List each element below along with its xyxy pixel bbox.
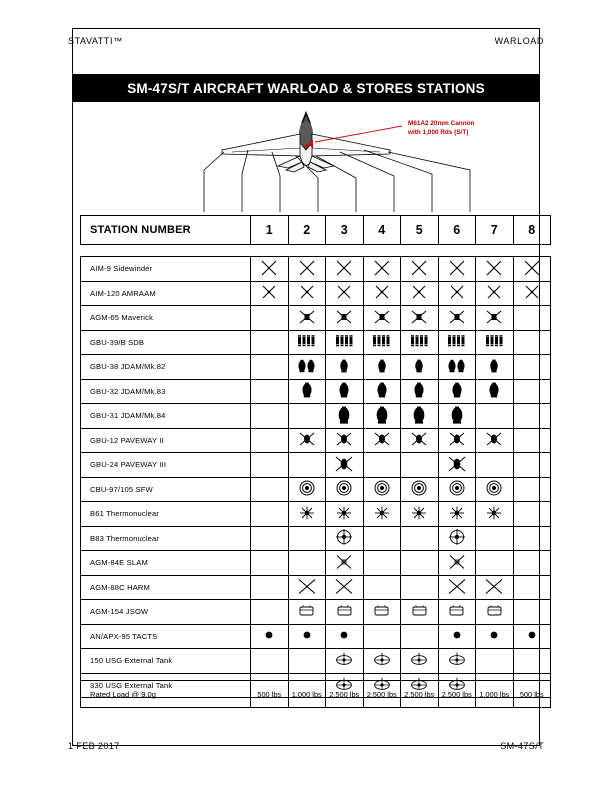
weapon-name: CBU-97/105 SFW (81, 477, 251, 502)
store-icon-cell (326, 551, 364, 576)
jdam82-icon (337, 359, 351, 373)
empty-cell (476, 404, 514, 429)
rated-load-value: 2,500 lbs (326, 681, 364, 708)
table-row (81, 257, 551, 282)
jsow-icon (299, 604, 314, 617)
station-number-table (80, 215, 551, 245)
station-number-row (81, 216, 551, 245)
store-icon-cell (476, 355, 514, 380)
harm-icon (485, 578, 503, 595)
jsow-icon (337, 604, 352, 617)
store-icon-cell (401, 257, 439, 282)
store-icon-cell (438, 575, 476, 600)
rated-load-table (80, 680, 551, 708)
empty-cell (251, 600, 289, 625)
store-icon-cell (438, 600, 476, 625)
empty-cell (401, 526, 439, 551)
store-icon-cell (326, 257, 364, 282)
weapon-name: AGM-84E SLAM (81, 551, 251, 576)
weapon-name: AGM-65 Maverick (81, 306, 251, 331)
store-icon-cell (438, 526, 476, 551)
jdam82x2-icon (296, 359, 317, 373)
store-icon-cell (326, 649, 364, 674)
store-icon-cell (438, 624, 476, 649)
store-icon-cell (363, 257, 401, 282)
store-icon-cell (438, 306, 476, 331)
aim9-icon (261, 260, 277, 276)
jsow-icon (412, 604, 427, 617)
maverick-icon (299, 309, 315, 325)
empty-cell (513, 649, 551, 674)
store-icon-cell (326, 281, 364, 306)
empty-cell (401, 624, 439, 649)
rated-load-value: 2,500 lbs (401, 681, 439, 708)
store-icon-cell (363, 330, 401, 355)
rated-load-row (81, 681, 551, 708)
store-icon-cell (438, 649, 476, 674)
b61-icon (336, 506, 352, 520)
jdam83-icon (449, 382, 465, 398)
harm-icon (448, 578, 466, 595)
empty-cell (513, 306, 551, 331)
empty-cell (363, 551, 401, 576)
store-icon-cell (476, 379, 514, 404)
jdam83-icon (411, 382, 427, 398)
store-icon-cell (401, 649, 439, 674)
table-row (81, 379, 551, 404)
empty-cell (513, 526, 551, 551)
empty-cell (251, 575, 289, 600)
jdam84-icon (448, 406, 466, 424)
store-icon-cell (288, 306, 326, 331)
empty-cell (513, 453, 551, 478)
weapon-name: B83 Thermonuclear (81, 526, 251, 551)
store-icon-cell (476, 477, 514, 502)
store-icon-cell (288, 330, 326, 355)
jsow-icon (374, 604, 389, 617)
station-number-5: 5 (401, 216, 439, 245)
tank-icon (335, 652, 353, 667)
aim120-icon (412, 285, 426, 299)
weapon-name: AGM-88C HARM (81, 575, 251, 600)
table-row (81, 649, 551, 674)
slam-icon (449, 554, 465, 570)
aim9-icon (336, 260, 352, 276)
aim9-icon (486, 260, 502, 276)
store-icon-cell (326, 477, 364, 502)
store-icon-cell (513, 624, 551, 649)
aim120-icon (262, 285, 276, 299)
station-number-8: 8 (513, 216, 551, 245)
pave3-icon (448, 455, 466, 473)
store-icon-cell (438, 281, 476, 306)
store-icon-cell (288, 575, 326, 600)
store-icon-cell (288, 600, 326, 625)
empty-cell (513, 330, 551, 355)
weapon-name: AN/APX-95 TACTS (81, 624, 251, 649)
weapon-name: GBU-31 JDAM/Mk.84 (81, 404, 251, 429)
store-icon-cell (438, 551, 476, 576)
aim9-icon (299, 260, 315, 276)
station-number-4: 4 (363, 216, 401, 245)
header-left: STAVATTI™ (68, 36, 123, 46)
empty-cell (476, 526, 514, 551)
rated-load-value: 1,000 lbs (288, 681, 326, 708)
store-icon-cell (288, 379, 326, 404)
store-icon-cell (401, 355, 439, 380)
empty-cell (251, 428, 289, 453)
store-icon-cell (251, 257, 289, 282)
jsow-icon (487, 604, 502, 617)
maverick-icon (411, 309, 427, 325)
store-icon-cell (438, 502, 476, 527)
sdb4-icon (335, 334, 354, 348)
tank-icon (373, 652, 391, 667)
tacts-icon (264, 630, 274, 640)
station-leader-lines (204, 150, 470, 212)
station-number-7: 7 (476, 216, 514, 245)
weapon-name: B61 Thermonuclear (81, 502, 251, 527)
sfw-icon (449, 480, 465, 496)
aim120-icon (487, 285, 501, 299)
empty-cell (251, 379, 289, 404)
sdb4-icon (372, 334, 391, 348)
store-icon-cell (363, 281, 401, 306)
b61-icon (411, 506, 427, 520)
maverick-icon (336, 309, 352, 325)
store-icon-cell (401, 600, 439, 625)
station-number-3: 3 (326, 216, 364, 245)
table-row (81, 428, 551, 453)
empty-cell (251, 502, 289, 527)
empty-cell (288, 453, 326, 478)
store-icon-cell (438, 355, 476, 380)
aim120-icon (300, 285, 314, 299)
jdam83-icon (299, 382, 315, 398)
b61-icon (374, 506, 390, 520)
store-icon-cell (476, 281, 514, 306)
harm-icon (298, 578, 316, 595)
rated-load-value: 500 lbs (513, 681, 551, 708)
b83-icon (448, 528, 466, 546)
pave2-icon (336, 431, 352, 447)
pave3-icon (335, 455, 353, 473)
jdam83-icon (374, 382, 390, 398)
store-icon-cell (401, 502, 439, 527)
pave2-icon (486, 431, 502, 447)
empty-cell (513, 477, 551, 502)
page-title: SM-47S/T AIRCRAFT WARLOAD & STORES STATIONS (72, 74, 540, 102)
station-number-6: 6 (438, 216, 476, 245)
store-icon-cell (288, 502, 326, 527)
weapon-name: AIM-120 AMRAAM (81, 281, 251, 306)
tacts-icon (452, 630, 462, 640)
weapon-name: AGM-154 JSOW (81, 600, 251, 625)
weapon-name: 150 USG External Tank (81, 649, 251, 674)
empty-cell (513, 551, 551, 576)
store-icon-cell (363, 355, 401, 380)
rated-load-value: 2,500 lbs (363, 681, 401, 708)
table-row (81, 453, 551, 478)
jdam82-icon (487, 359, 501, 373)
store-icon-cell (476, 330, 514, 355)
table-row (81, 306, 551, 331)
table-row (81, 551, 551, 576)
table-row (81, 330, 551, 355)
maverick-icon (486, 309, 502, 325)
tank-icon (448, 652, 466, 667)
footer-date: 1 FEB 2017 (68, 741, 120, 751)
store-icon-cell (251, 281, 289, 306)
store-icon-cell (401, 428, 439, 453)
b61-icon (299, 506, 315, 520)
maverick-icon (449, 309, 465, 325)
tacts-icon (489, 630, 499, 640)
table-row (81, 600, 551, 625)
store-icon-cell (326, 428, 364, 453)
store-icon-cell (363, 428, 401, 453)
empty-cell (363, 526, 401, 551)
weapon-name: AIM-9 Sidewinder (81, 257, 251, 282)
slam-icon (336, 554, 352, 570)
harm-icon (335, 578, 353, 595)
store-icon-cell (401, 306, 439, 331)
weapon-name: GBU-39/B SDB (81, 330, 251, 355)
gun-callout-line2: with 1,000 Rds (S/T) (408, 128, 469, 136)
store-icon-cell (363, 502, 401, 527)
sfw-icon (486, 480, 502, 496)
table-row (81, 281, 551, 306)
tacts-icon (527, 630, 537, 640)
empty-cell (513, 379, 551, 404)
store-icon-cell (326, 355, 364, 380)
gun-callout-line1: M61A2 20mm Cannon (408, 120, 475, 127)
sfw-icon (299, 480, 315, 496)
table-row (81, 575, 551, 600)
store-icon-cell (476, 502, 514, 527)
aim120-icon (450, 285, 464, 299)
empty-cell (401, 453, 439, 478)
store-icon-cell (401, 330, 439, 355)
store-icon-cell (326, 600, 364, 625)
sfw-icon (336, 480, 352, 496)
tacts-icon (339, 630, 349, 640)
store-icon-cell (326, 453, 364, 478)
gun-callout (408, 120, 474, 137)
empty-cell (513, 428, 551, 453)
footer-model: SM-47S/T (500, 741, 544, 751)
store-icon-cell (513, 257, 551, 282)
empty-cell (251, 404, 289, 429)
aim120-icon (525, 285, 539, 299)
station-number-1: 1 (251, 216, 289, 245)
store-icon-cell (288, 624, 326, 649)
rated-load-value: 500 lbs (251, 681, 289, 708)
jdam82-icon (375, 359, 389, 373)
tacts-icon (302, 630, 312, 640)
store-icon-cell (363, 600, 401, 625)
table-row (81, 477, 551, 502)
rated-load-label: Rated Load @ 9.0g (81, 681, 251, 708)
b61-icon (449, 506, 465, 520)
store-icon-cell (438, 477, 476, 502)
maverick-icon (374, 309, 390, 325)
store-icon-cell (401, 477, 439, 502)
weapon-name: GBU-12 PAVEWAY II (81, 428, 251, 453)
sfw-icon (374, 480, 390, 496)
empty-cell (288, 649, 326, 674)
sfw-icon (411, 480, 427, 496)
store-icon-cell (438, 404, 476, 429)
empty-cell (513, 600, 551, 625)
empty-cell (251, 306, 289, 331)
header-right: WARLOAD (494, 36, 544, 46)
jdam84-icon (335, 406, 353, 424)
store-icon-cell (288, 281, 326, 306)
store-icon-cell (476, 624, 514, 649)
empty-cell (513, 355, 551, 380)
rated-load-value: 1,000 lbs (476, 681, 514, 708)
b61-icon (486, 506, 502, 520)
empty-cell (401, 551, 439, 576)
b83-icon (335, 528, 353, 546)
station-number-label: STATION NUMBER (81, 216, 251, 245)
store-icon-cell (438, 428, 476, 453)
store-icon-cell (326, 404, 364, 429)
empty-cell (251, 453, 289, 478)
store-icon-cell (363, 379, 401, 404)
jdam84-icon (373, 406, 391, 424)
store-icon-cell (476, 306, 514, 331)
store-icon-cell (401, 404, 439, 429)
store-icon-cell (326, 624, 364, 649)
store-icon-cell (401, 281, 439, 306)
store-icon-cell (288, 355, 326, 380)
empty-cell (288, 526, 326, 551)
aim120-icon (337, 285, 351, 299)
aim9-icon (411, 260, 427, 276)
jdam82-icon (412, 359, 426, 373)
table-row (81, 355, 551, 380)
empty-cell (513, 575, 551, 600)
empty-cell (251, 355, 289, 380)
empty-cell (251, 551, 289, 576)
store-icon-cell (326, 502, 364, 527)
store-icon-cell (438, 453, 476, 478)
station-number-2: 2 (288, 216, 326, 245)
jsow-icon (449, 604, 464, 617)
rated-load-value: 2,500 lbs (438, 681, 476, 708)
pave2-icon (411, 431, 427, 447)
weapon-name: GBU-32 JDAM/Mk.83 (81, 379, 251, 404)
empty-cell (363, 624, 401, 649)
store-icon-cell (326, 526, 364, 551)
store-icon-cell (363, 477, 401, 502)
jdam83-icon (336, 382, 352, 398)
store-icon-cell (326, 379, 364, 404)
jdam82x2-icon (446, 359, 467, 373)
store-icon-cell (476, 600, 514, 625)
store-icon-cell (438, 330, 476, 355)
empty-cell (513, 502, 551, 527)
table-row (81, 404, 551, 429)
empty-cell (476, 551, 514, 576)
store-icon-cell (476, 257, 514, 282)
store-icon-cell (401, 379, 439, 404)
store-icon-cell (438, 257, 476, 282)
pave2-icon (449, 431, 465, 447)
tank-icon (410, 652, 428, 667)
store-icon-cell (476, 428, 514, 453)
empty-cell (251, 526, 289, 551)
empty-cell (401, 575, 439, 600)
store-icon-cell (363, 649, 401, 674)
store-icon-cell (326, 575, 364, 600)
aircraft-diagram (72, 104, 540, 212)
store-icon-cell (288, 257, 326, 282)
store-icon-cell (326, 306, 364, 331)
warload-matrix-table (80, 256, 551, 698)
table-row (81, 502, 551, 527)
empty-cell (363, 575, 401, 600)
jdam83-icon (486, 382, 502, 398)
sdb4-icon (410, 334, 429, 348)
weapon-name: GBU-38 JDAM/Mk.82 (81, 355, 251, 380)
empty-cell (476, 453, 514, 478)
pave2-icon (374, 431, 390, 447)
table-row (81, 526, 551, 551)
aim9-icon (449, 260, 465, 276)
store-icon-cell (288, 428, 326, 453)
store-icon-cell (326, 330, 364, 355)
jdam84-icon (410, 406, 428, 424)
sdb4-icon (447, 334, 466, 348)
store-icon-cell (363, 306, 401, 331)
empty-cell (288, 551, 326, 576)
empty-cell (476, 649, 514, 674)
aim9-icon (374, 260, 390, 276)
pave2-icon (299, 431, 315, 447)
aim120-icon (375, 285, 389, 299)
weapon-name: 330 USG External Tank (81, 673, 251, 698)
empty-cell (363, 453, 401, 478)
store-icon-cell (438, 379, 476, 404)
empty-cell (513, 404, 551, 429)
store-icon-cell (288, 477, 326, 502)
sdb4-icon (297, 334, 316, 348)
store-icon-cell (251, 624, 289, 649)
empty-cell (251, 330, 289, 355)
table-row (81, 624, 551, 649)
empty-cell (288, 404, 326, 429)
store-icon-cell (513, 281, 551, 306)
empty-cell (251, 649, 289, 674)
store-icon-cell (476, 575, 514, 600)
empty-cell (251, 477, 289, 502)
aim9-icon (524, 260, 540, 276)
sdb4-icon (485, 334, 504, 348)
store-icon-cell (363, 404, 401, 429)
weapon-name: GBU-24 PAVEWAY III (81, 453, 251, 478)
